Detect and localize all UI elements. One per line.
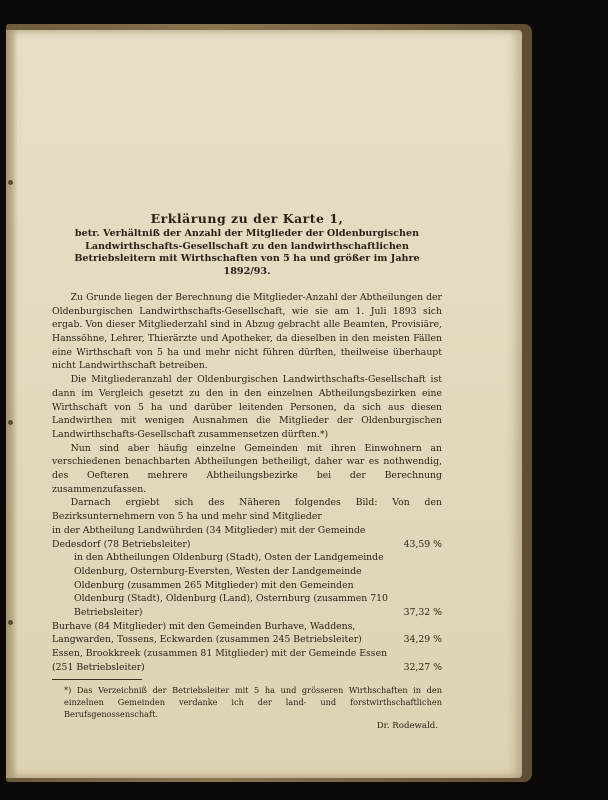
entry-text: in den Abtheilungen Oldenburg (Stadt), Osten der Landgemeinde Oldenburg, Osternburg-Eversten, Westen der Landgemeinde Oldenburg (zusammen 265 Mitglieder) mit den Gemeinden Oldenburg (Stadt), Oldenburg (Land), Osternburg (zusammen 710 Betriebsleiter) [74, 552, 388, 619]
entry-text: in der Abtheilung Landwührden (34 Mitglieder) mit der Gemeinde Dedesdorf (78 Betriebsleiter) [52, 524, 366, 550]
document-title: Erklärung zu der Karte 1, [150, 211, 344, 226]
paragraph-2: Die Mitgliederanzahl der Oldenburgischen Landwirthschafts-Gesellschaft ist dann im Vergleich gesetzt zu den in den einzelnen Abtheilungsbezirken eine Wirthschaft von 5 ha und darüber leitenden Personen, da sich aus diesen Landwirthen mit wenigen Ausnahmen die Mitglieder der Oldenburgischen Landwirthschafts-Gesellschaft zusammensetzen dürften.*) [52, 374, 442, 440]
binding-hole [8, 180, 13, 185]
binding-hole [8, 620, 13, 625]
paragraph-3: Nun sind aber häufig einzelne Gemeinden mit ihren Einwohnern an verschiedenen benachbarten Abtheilungen betheiligt, daher war es nothwendig, des Oefteren mehrere Abtheilungsbezirke bei der Berechnung zusammenzufassen. [52, 442, 442, 495]
statistics-entry [52, 647, 442, 674]
statistics-list [52, 524, 442, 675]
document-subtitle: betr. Verhältniß der Anzahl der Mitglieder der Oldenburgischen Landwirthschafts-Gesellschaft zu den landwirthschaftlichen Betriebsleitern mit Wirthschaften von 5 ha und größer im Jahre 1892/93. [74, 227, 420, 278]
statistics-entry [52, 551, 442, 620]
statistics-entry [52, 524, 442, 551]
paragraph-1: Zu Grunde liegen der Berechnung die Mitglieder-Anzahl der Abtheilungen der Oldenburgischen Landwirthschafts-Gesellschaft, wie sie am 1. Juli 1893 sich ergab. Von dieser Mitgliederzahl sind in Abzug gebracht alle Beamten, Provisiäre, Hanssöhne, Lehrer, Thierärzte und Apotheker, da dieselben in den meisten Fällen eine Wirthschaft von 5 ha und mehr nicht führen dürften, theilweise überhaupt nicht Landwirthschaft betreiben. [52, 291, 442, 372]
entry-value: 32,27 % [403, 661, 442, 673]
entry-text: Essen, Brookkreek (zusammen 81 Mitglieder) mit der Gemeinde Essen (251 Betriebsleiter) [52, 648, 388, 673]
entry-text: Burhave (84 Mitglieder) mit den Gemeinden Burhave, Waddens, Langwarden, Tossens, Eckwarden (zusammen 245 Betriebsleiter) [52, 620, 362, 646]
footnote: *) Das Verzeichniß der Betriebsleiter mit 5 ha und grösseren Wirthschaften in den einzelnen Gemeinden verdanke ich der land- und forstwirthschaftlichen Berufsgenossenschaft. [64, 684, 442, 719]
binding-hole [8, 420, 13, 425]
entry-value: 34,29 % [403, 634, 442, 646]
document-content [52, 212, 442, 733]
signature: Dr. Rodewald. [376, 720, 438, 731]
entry-value: 43,59 % [403, 538, 442, 550]
entry-value: 37,32 % [403, 607, 442, 619]
footnote-divider [52, 679, 142, 680]
statistics-entry [52, 620, 442, 647]
paragraph-4: Darnach ergiebt sich des Näheren folgendes Bild: Von den Bezirksunternehmern von 5 ha und mehr sind Mitglieder [52, 497, 442, 523]
page-spine [6, 30, 18, 778]
